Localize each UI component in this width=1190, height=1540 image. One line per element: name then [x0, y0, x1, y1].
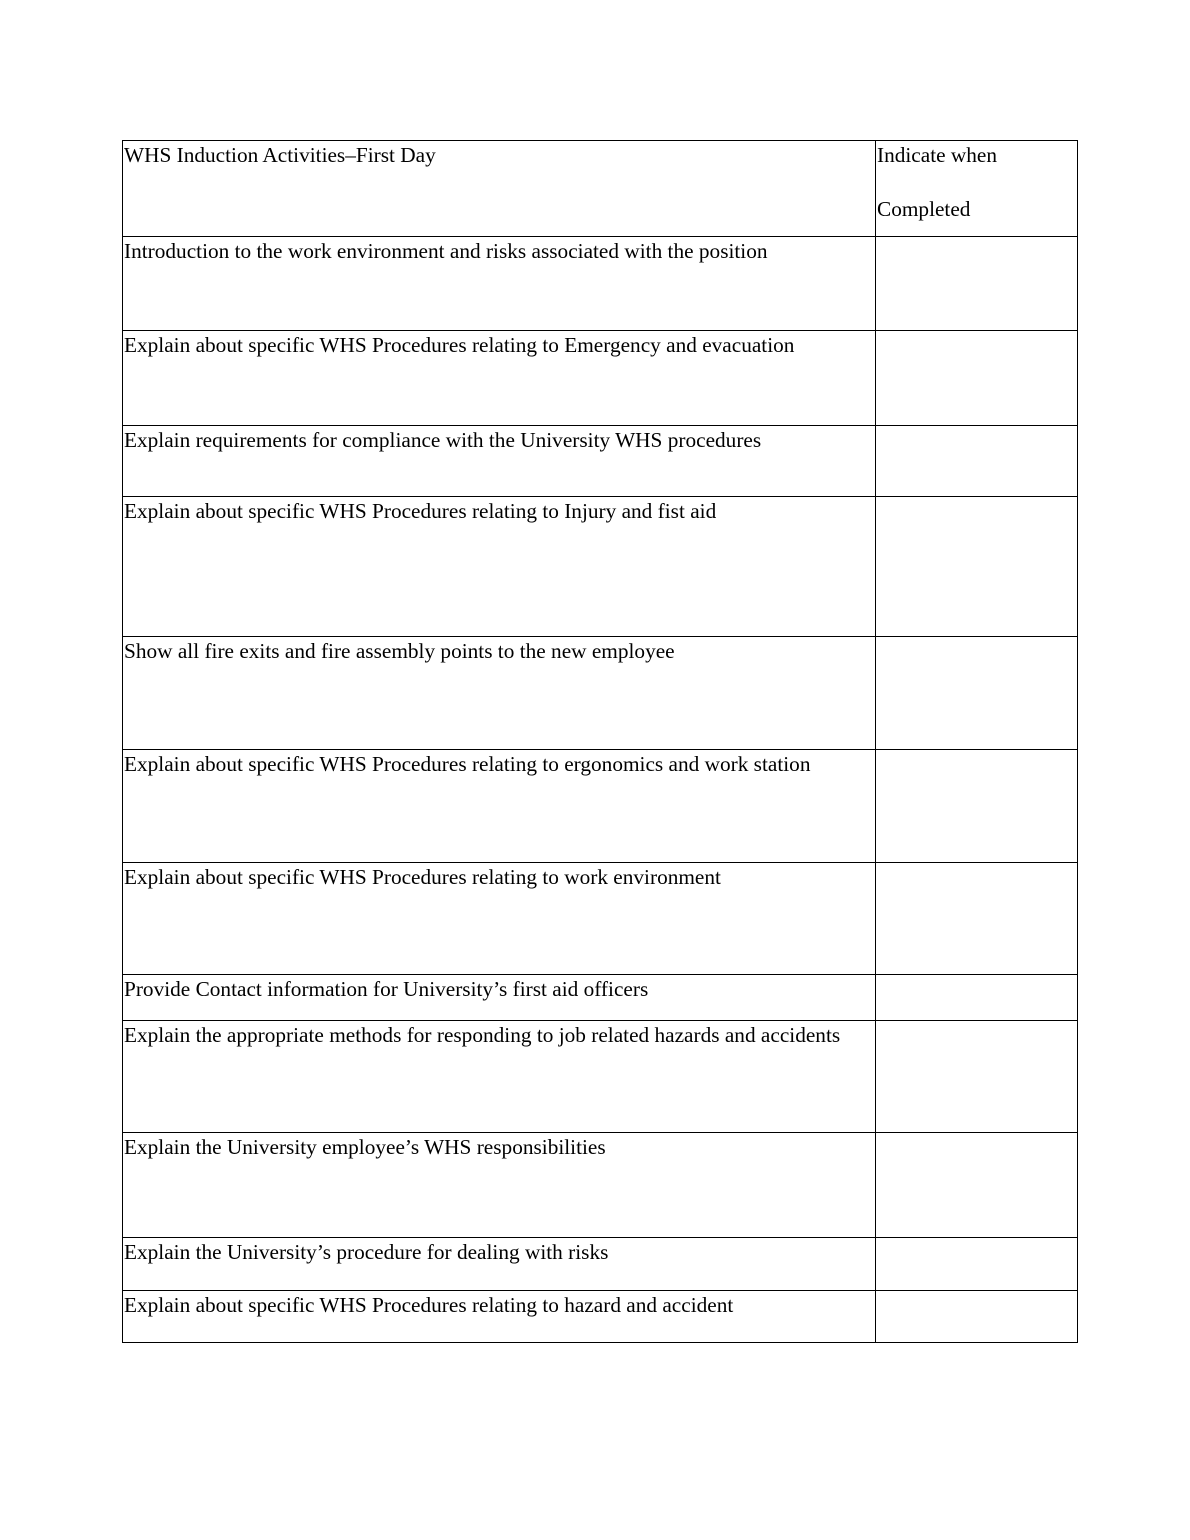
- table-row: [123, 331, 1078, 426]
- activity-text: Explain the University’s procedure for dealing with risks: [124, 1240, 609, 1264]
- activity-text: Explain about specific WHS Procedures relating to work environment: [124, 865, 721, 889]
- activity-text: Explain requirements for compliance with the University WHS procedures: [124, 428, 762, 452]
- table-row: [123, 637, 1078, 750]
- table-row: [123, 863, 1078, 975]
- table-row: [123, 1021, 1078, 1133]
- completion-cell[interactable]: [876, 1238, 1078, 1291]
- activity-cell: [123, 1133, 876, 1238]
- activity-text: Explain about specific WHS Procedures relating to hazard and accident: [124, 1293, 734, 1317]
- activity-text: Explain about specific WHS Procedures relating to Injury and fist aid: [124, 499, 717, 523]
- completion-cell[interactable]: [876, 426, 1078, 497]
- completion-cell[interactable]: [876, 497, 1078, 637]
- table-row: [123, 1291, 1078, 1343]
- header-status-line1: Indicate when: [877, 143, 998, 167]
- activity-cell: [123, 863, 876, 975]
- completion-cell[interactable]: [876, 750, 1078, 863]
- completion-cell[interactable]: [876, 1291, 1078, 1343]
- activity-text: Explain the appropriate methods for responding to job related hazards and accidents: [124, 1023, 841, 1047]
- table-row: [123, 237, 1078, 331]
- completion-cell[interactable]: [876, 863, 1078, 975]
- table-header-row: [123, 141, 1078, 237]
- activity-text: Explain about specific WHS Procedures relating to Emergency and evacuation: [124, 333, 795, 357]
- table-row: [123, 497, 1078, 637]
- completion-cell[interactable]: [876, 1133, 1078, 1238]
- header-status-line2: Completed: [877, 197, 971, 221]
- completion-cell[interactable]: [876, 331, 1078, 426]
- activity-cell: [123, 497, 876, 637]
- completion-cell[interactable]: [876, 1021, 1078, 1133]
- activity-cell: [123, 750, 876, 863]
- activity-cell: [123, 1291, 876, 1343]
- activity-text: Introduction to the work environment and risks associated with the position: [124, 239, 768, 263]
- activity-cell: [123, 331, 876, 426]
- activity-cell: [123, 237, 876, 331]
- activity-text: Explain about specific WHS Procedures relating to ergonomics and work station: [124, 752, 811, 776]
- activity-text: Provide Contact information for University’s first aid officers: [124, 977, 649, 1001]
- header-activity-label: WHS Induction Activities–First Day: [124, 143, 436, 167]
- activity-text: Explain the University employee’s WHS responsibilities: [124, 1135, 606, 1159]
- activity-cell: [123, 637, 876, 750]
- table-row: [123, 1133, 1078, 1238]
- activity-cell: [123, 1021, 876, 1133]
- header-status-cell: [876, 141, 1078, 237]
- completion-cell[interactable]: [876, 237, 1078, 331]
- whs-induction-checklist-table: [122, 140, 1078, 1343]
- header-status-label: [877, 128, 1077, 236]
- activity-text: Show all fire exits and fire assembly points to the new employee: [124, 639, 675, 663]
- header-activity-cell: [123, 141, 876, 237]
- completion-cell[interactable]: [876, 637, 1078, 750]
- table-row: [123, 750, 1078, 863]
- completion-cell[interactable]: [876, 975, 1078, 1021]
